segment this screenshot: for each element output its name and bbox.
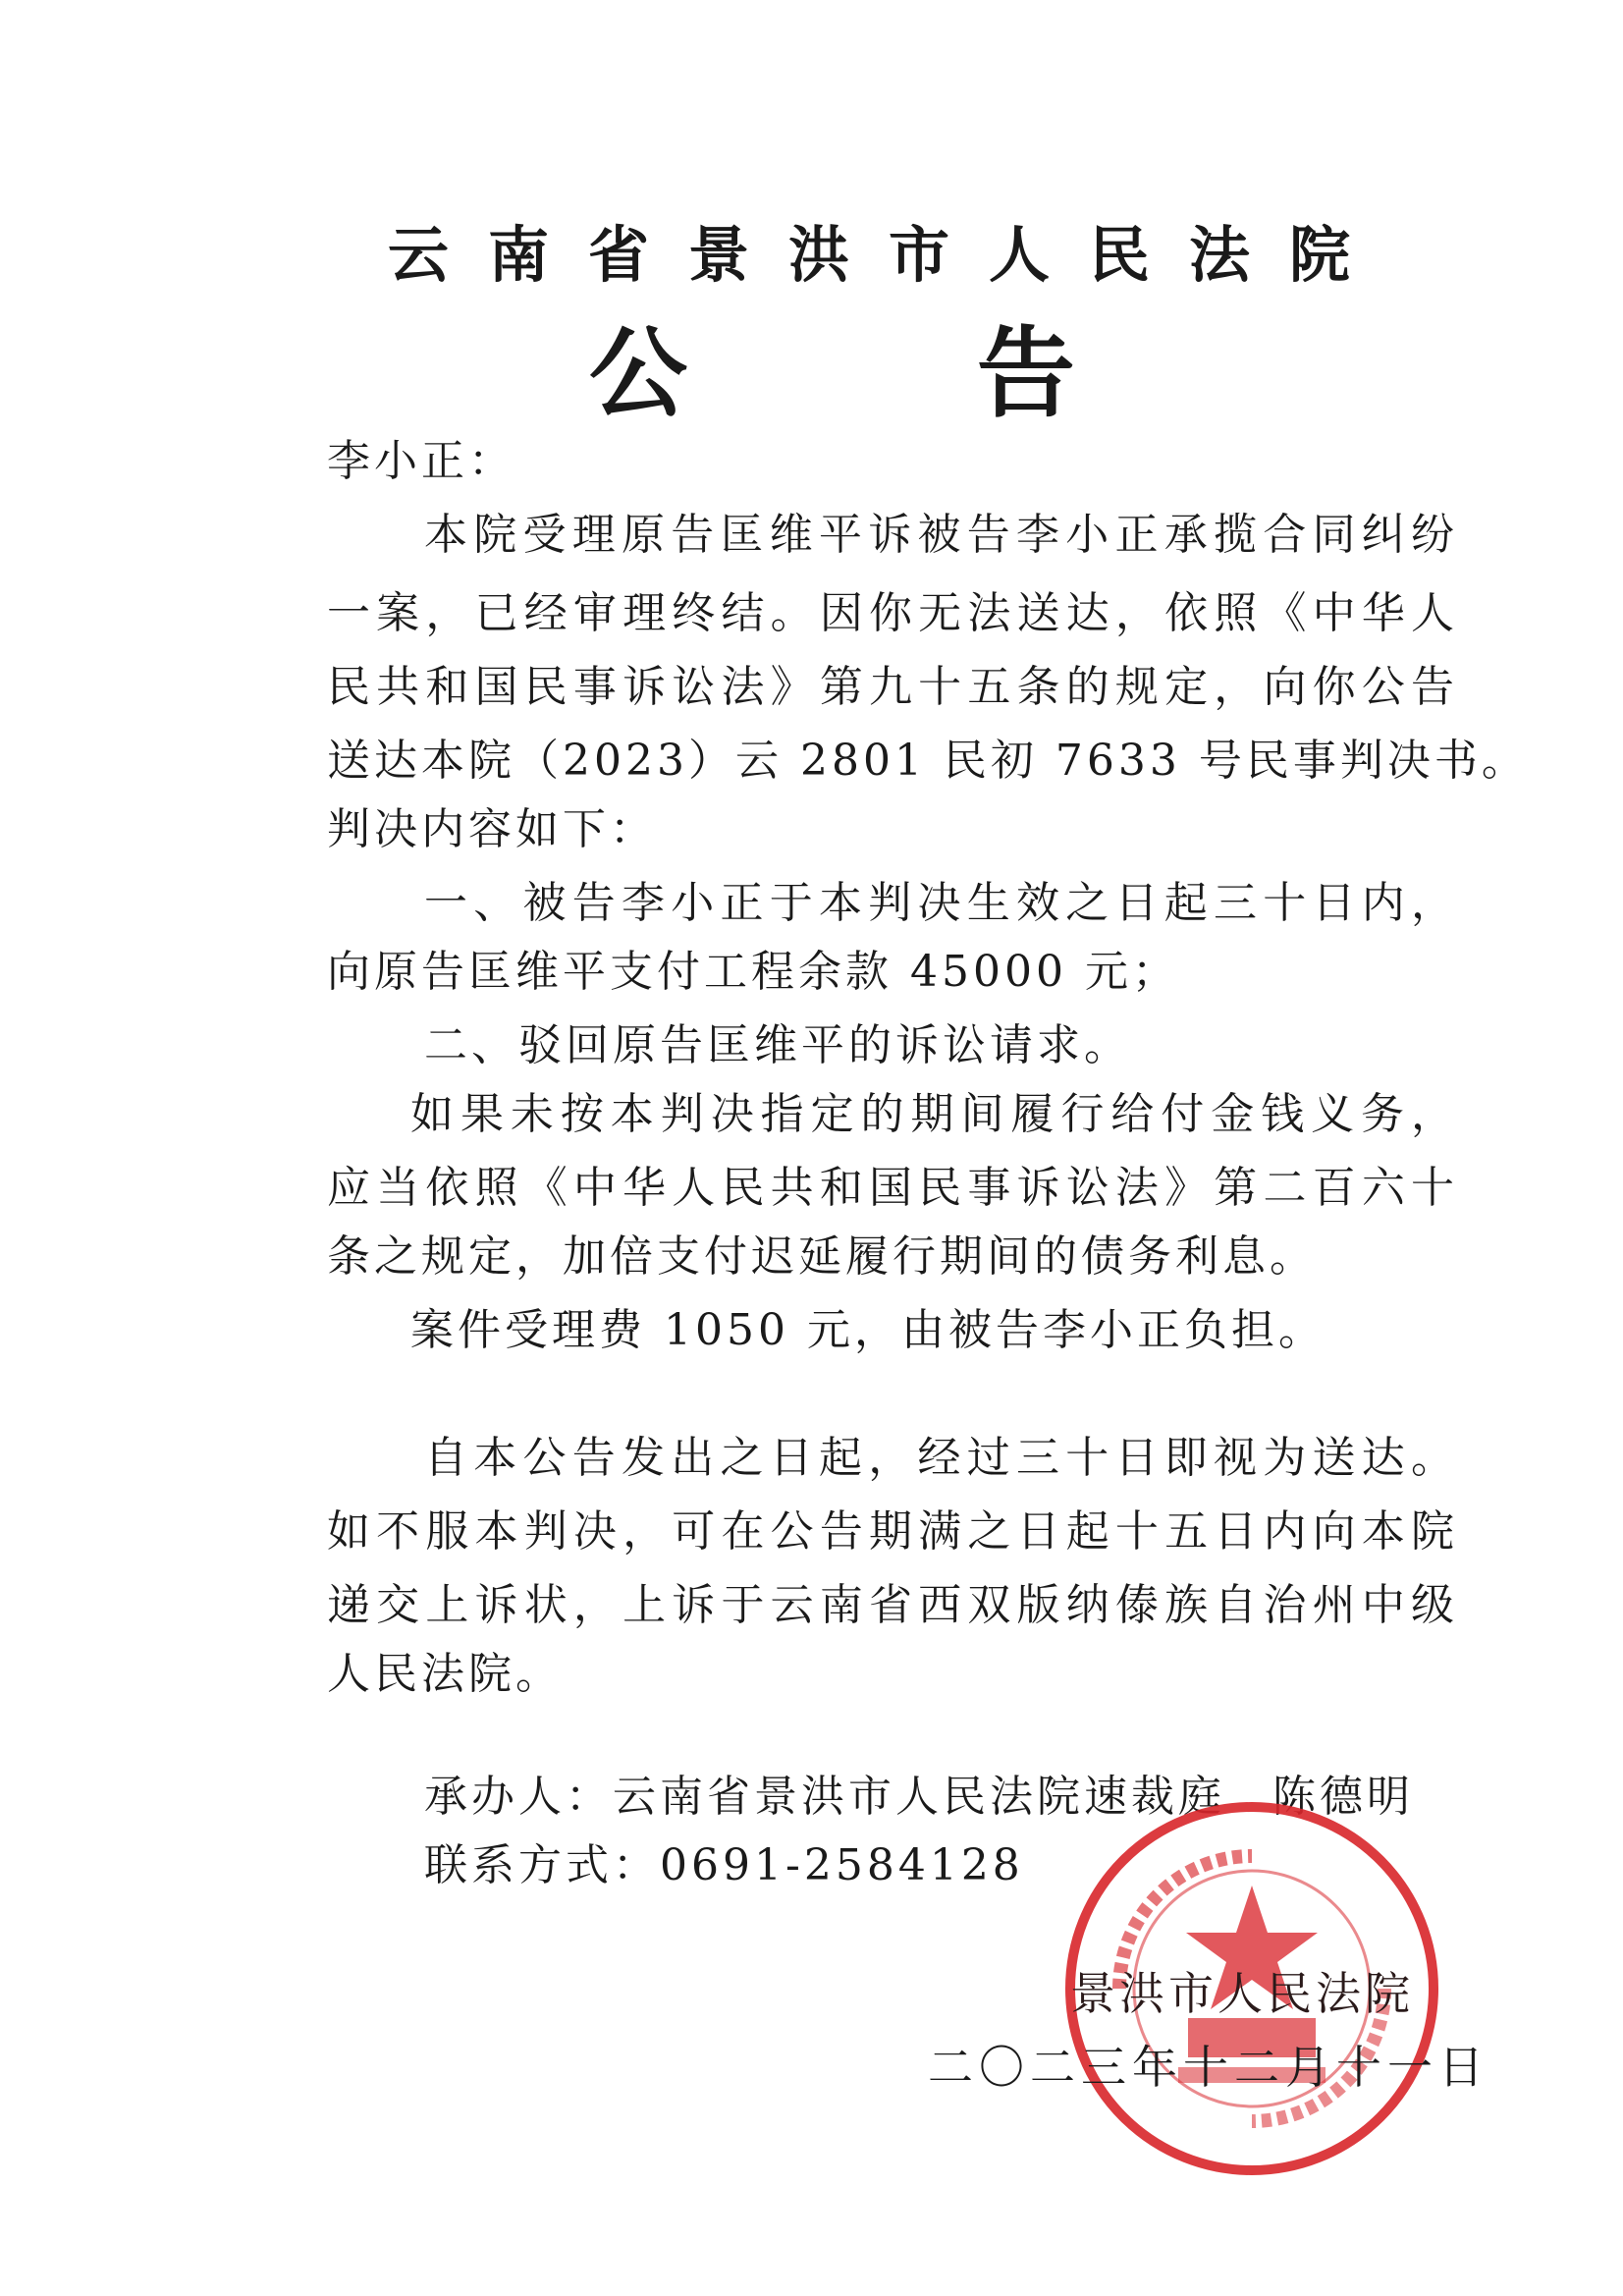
interest-line: 条之规定，加倍支付迟延履行期间的债务利息。 [327,1231,1317,1282]
interest-line: 如果未按本判决指定的期间履行给付金钱义务， [410,1089,1458,1139]
service-line: 如不服本判决，可在公告期满之日起十五日内向本院 [327,1506,1458,1557]
handler-line: 承办人：云南省景洪市人民法院速裁庭 陈德明 [424,1772,1414,1822]
judgment-item-1-line: 一、被告李小正于本判决生效之日起三十日内， [424,878,1458,928]
service-line: 自本公告发出之日起，经过三十日即视为送达。 [424,1433,1458,1483]
addressee: 李小正： [327,436,515,486]
fee-line: 案件受理费 1050 元，由被告李小正负担。 [410,1305,1325,1355]
service-line: 人民法院。 [327,1649,563,1699]
interest-line: 应当依照《中华人民共和国民事诉讼法》第二百六十 [327,1163,1458,1213]
paragraph1-line: 民共和国民事诉讼法》第九十五条的规定，向你公告 [327,662,1458,712]
signature-court: 景洪市人民法院 [1070,1967,1414,2020]
contact-phone: 联系方式：0691-2584128 [424,1840,1024,1890]
judgment-item-2: 二、驳回原告匡维平的诉讼请求。 [424,1020,1131,1070]
court-name-heading: 云南省景洪市人民法院 [387,219,1389,291]
paragraph1-line: 一案，已经审理终结。因你无法送达，依照《中华人 [327,588,1458,638]
signature-date: 二〇二三年十二月十一日 [928,2041,1489,2094]
paragraph1-line: 送达本院（2023）云 2801 民初 7633 号民事判决书。 [327,736,1529,786]
notice-title: 公 告 [589,316,1203,431]
service-line: 递交上诉状，上诉于云南省西双版纳傣族自治州中级 [327,1580,1458,1630]
paragraph1-line: 判决内容如下： [327,804,657,854]
judgment-item-1-line: 向原告匡维平支付工程余款 45000 元； [327,947,1179,997]
paragraph1-line: 本院受理原告匡维平诉被告李小正承揽合同纠纷 [424,510,1458,560]
